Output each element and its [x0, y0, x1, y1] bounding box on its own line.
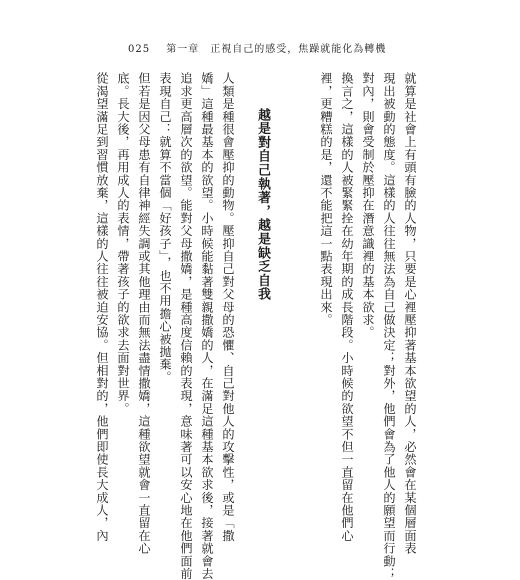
chapter-title: 第一章 正視自己的感受，焦躁就能化為轉機: [166, 44, 387, 55]
text-line-2: 現出被動的態度。這樣的人往往無法為自己做決定；對外，他們會為了他人的願望而行動；: [382, 72, 396, 580]
text-line-7: 嬌」這種最基本的欲望。小時候能黏著雙親撒嬌的人，在滿足這種基本欲求後，接著就會去: [200, 72, 214, 580]
text-line-10: 但若是因父母患有自律神經失調或其他理由而無法盡情撒嬌，這種欲望就會一直留在心: [137, 72, 151, 555]
text-line-11: 底。長大後，再用成人的表情，帶著孩子的欲求去面對世界。: [116, 72, 130, 415]
text-line-8: 追求更高層次的欲望。能對父母撒嬌，是種高度信賴的表現，意味著可以安心地在他們面前: [179, 72, 193, 580]
running-header: [128, 40, 386, 55]
text-line-4: 換言之，這樣的人被緊緊拴在幼年期的成長階段。小時候的欲望不但一直留在他們心: [340, 72, 354, 542]
text-line-3: 對內，則會受制於壓抑在潛意識裡的基本欲求。: [361, 72, 375, 339]
text-line-12: 從渴望滿足到習慣放棄，這樣的人往往被迫安協。但相對的，他們即使長大成人，內: [95, 72, 109, 542]
text-line-6: 人類是種很會壓抑的動物。壓抑自己對父母的恐懼、自己對他人的攻擊性，或是「撒: [221, 72, 235, 542]
text-line-5: 裡，更糟糕的是，還不能把這一點表現出來。: [319, 72, 333, 326]
text-line-9: 表現自己：就算不當個「好孩子」，也不用擔心被拋棄。: [158, 72, 172, 384]
page-number: 025: [128, 44, 151, 55]
section-heading: 越是對自己執著，越是缺乏自我: [255, 108, 270, 302]
text-line-1: 就算是社會上有頭有臉的人物，只要是心裡壓抑著基本欲望的人，必然會在某個層面表: [403, 72, 417, 555]
